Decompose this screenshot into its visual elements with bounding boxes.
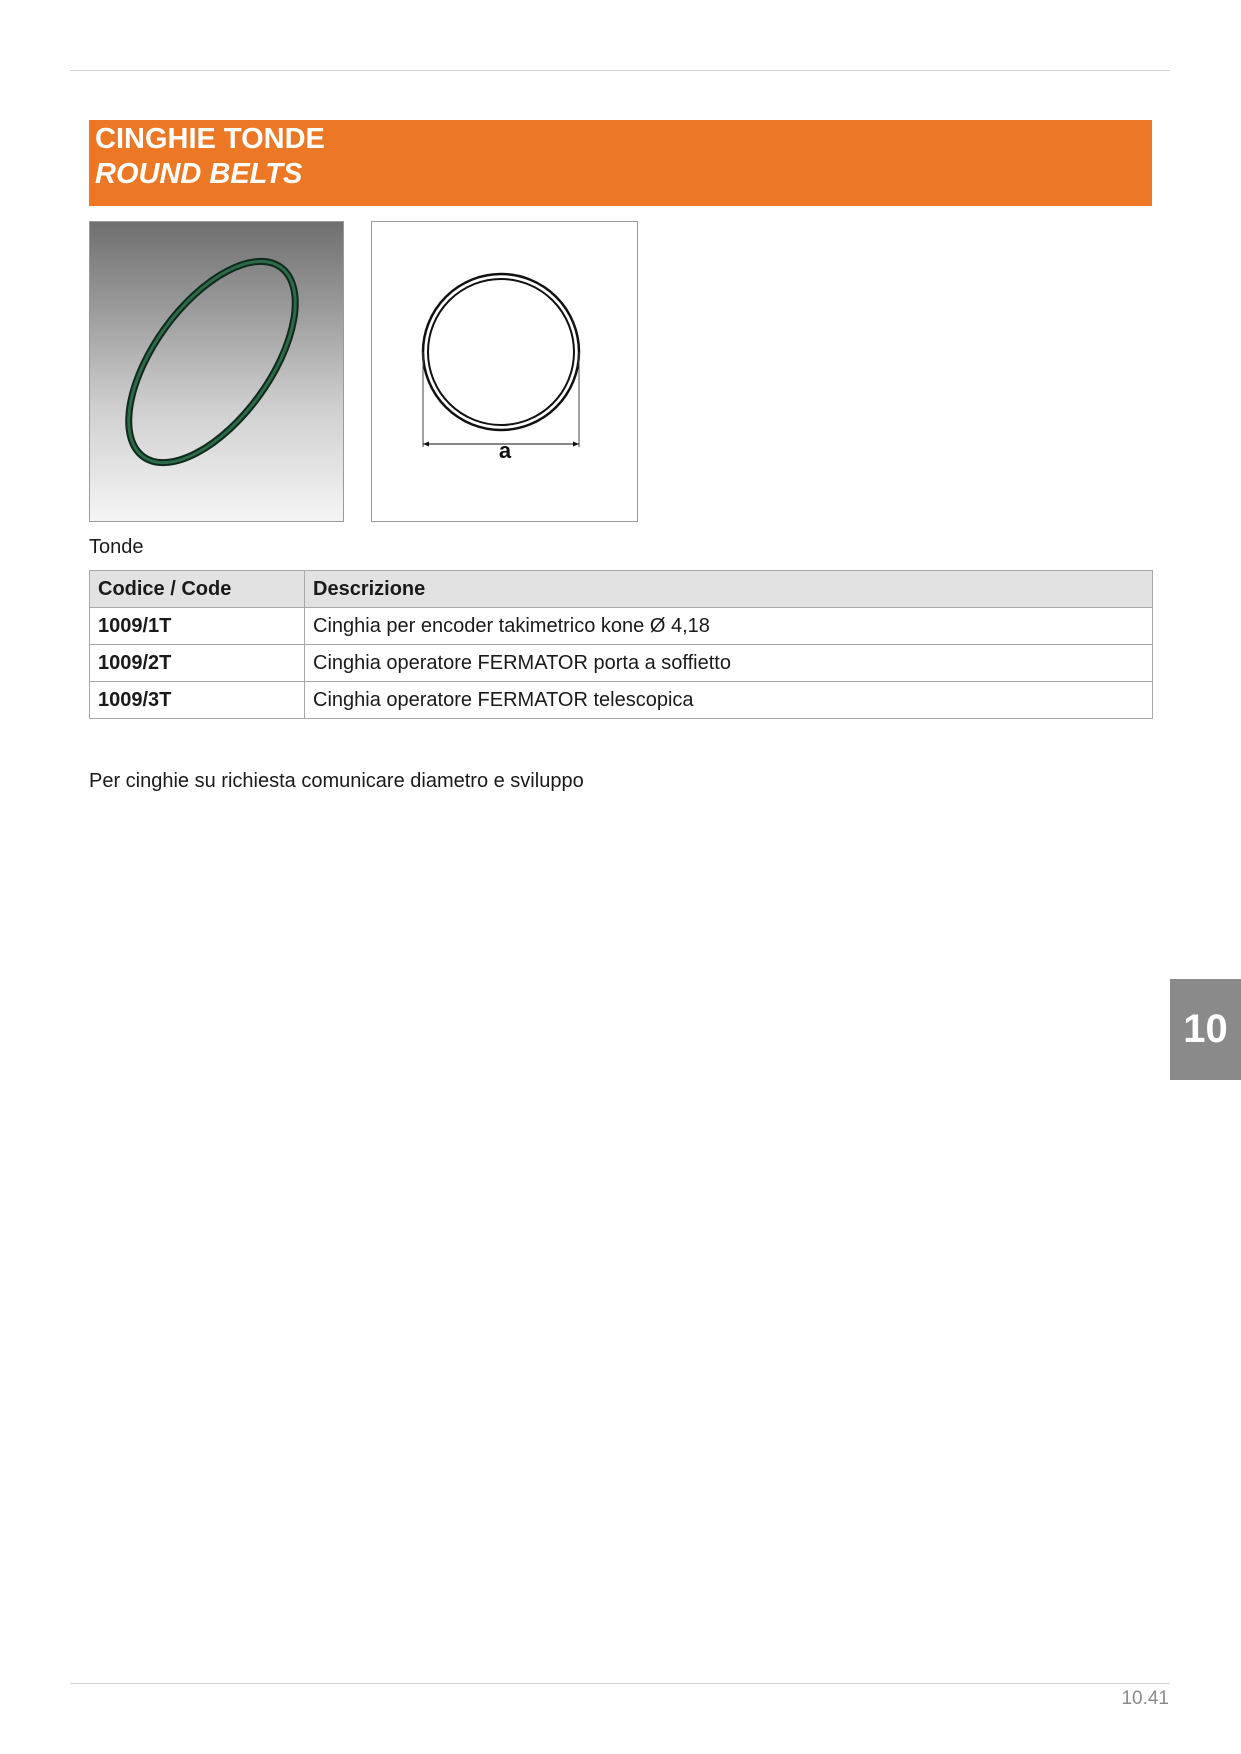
row-description: Cinghia operatore FERMATOR porta a soffietto (305, 645, 1153, 682)
row-code: 1009/1T (90, 608, 305, 645)
page-number: 10.41 (1121, 1688, 1169, 1709)
table-caption: Tonde (89, 536, 144, 558)
row-code: 1009/2T (90, 645, 305, 682)
row-description: Cinghia per encoder takimetrico kone Ø 4,18 (305, 608, 1153, 645)
column-header-description: Descrizione (305, 571, 1153, 608)
table-header-row (90, 571, 1153, 608)
belt-drawing (371, 221, 638, 522)
column-header-code: Codice / Code (90, 571, 305, 608)
section-banner (89, 120, 1152, 206)
section-subtitle: ROUND BELTS (95, 158, 303, 190)
order-note: Per cinghie su richiesta comunicare diametro e sviluppo (89, 770, 584, 792)
chapter-tab: 10 (1170, 979, 1241, 1080)
table-row (90, 682, 1153, 719)
codes-table (89, 570, 1153, 719)
dimension-label: a (498, 438, 512, 463)
row-description: Cinghia operatore FERMATOR telescopica (305, 682, 1153, 719)
row-code: 1009/3T (90, 682, 305, 719)
top-rule (70, 70, 1170, 71)
section-title: CINGHIE TONDE (95, 123, 325, 155)
bottom-rule (70, 1683, 1170, 1684)
belt-photo (89, 221, 344, 522)
table-row (90, 608, 1153, 645)
table-row (90, 645, 1153, 682)
